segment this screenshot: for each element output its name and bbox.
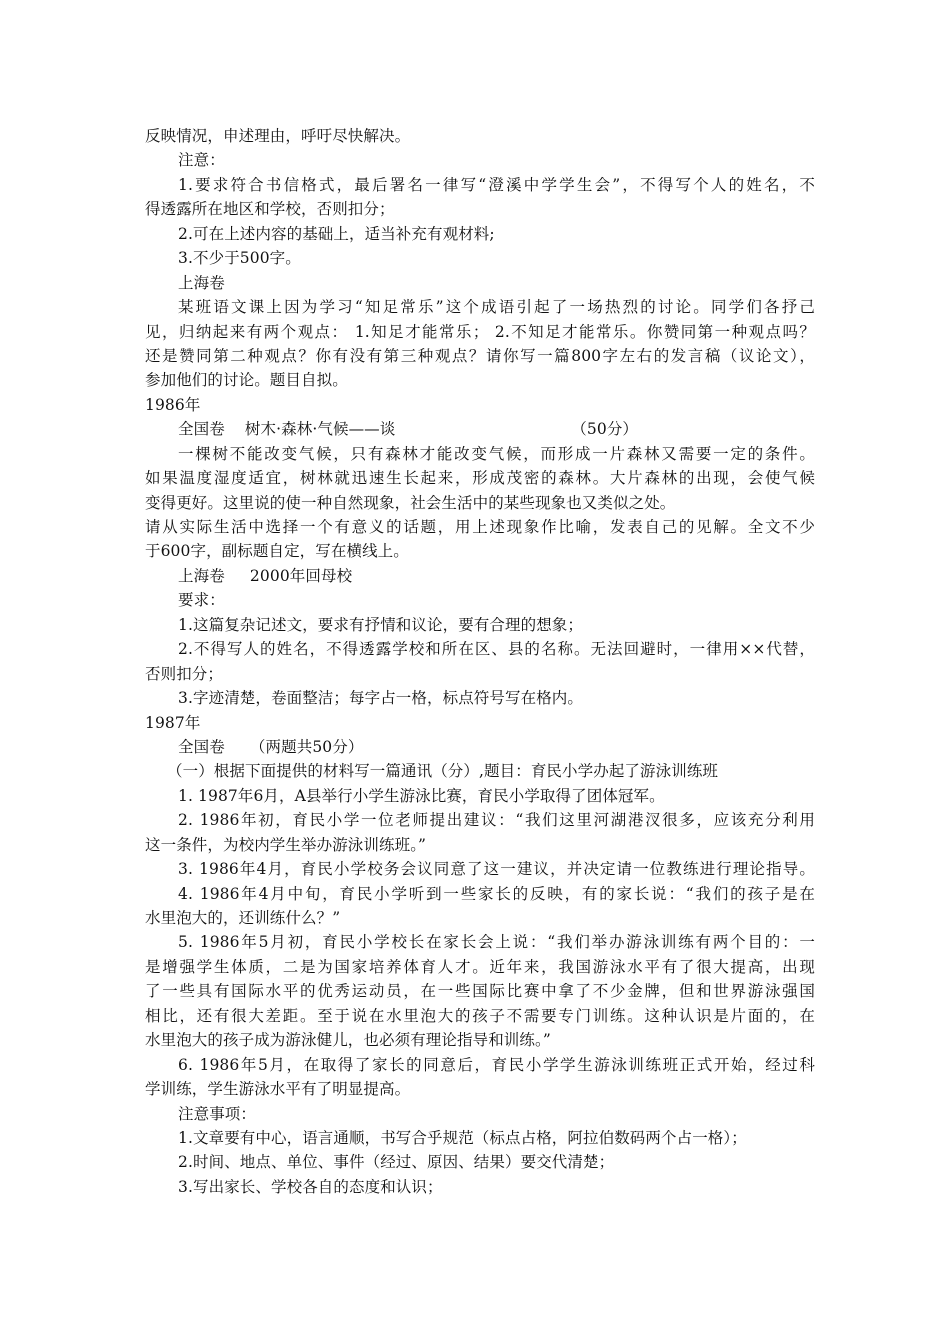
text-line: 于600字，副标题自定，写在横线上。 <box>145 542 409 561</box>
text-line: 1. 1987年6月，A县举行小学生游泳比赛，育民小学取得了团体冠军。 <box>178 786 665 805</box>
text-line: 3.不少于500字。 <box>178 249 301 268</box>
text-line: 水里泡大的，还训练什么？” <box>145 909 341 927</box>
text-line: 3.字迹清楚，卷面整洁；每字占一格，标点符号写在格内。 <box>178 689 583 708</box>
text-line: 相比，还有很大差距。至于说在水里泡大的孩子不需要专门训练。这种认识是片面的，在 <box>145 1006 815 1025</box>
text-line: 2.可在上述内容的基础上，适当补充有观材料; <box>178 224 495 243</box>
text-line: 1.这篇复杂记述文，要求有抒情和议论，要有合理的想象； <box>178 615 583 634</box>
text-line: 学训练，学生游泳水平有了明显提高。 <box>145 1080 411 1099</box>
text-line: 注意事项： <box>178 1104 257 1123</box>
section-heading: 上海卷 <box>178 273 225 292</box>
text-line: 请从实际生活中选择一个有意义的话题，用上述现象作比喻，发表自己的见解。全文不少 <box>145 518 815 536</box>
text-line: 1.要求符合书信格式，最后署名一律写“澄溪中学学生会”，不得写个人的姓名，不 <box>178 175 815 194</box>
text-line: 3.写出家长、学校各自的态度和认识； <box>178 1177 443 1196</box>
text-line: 水里泡大的孩子成为游泳健儿，也必须有理论指导和训练。” <box>145 1031 551 1050</box>
text-line: 一棵树不能改变气候，只有森林才能改变气候，而形成一片森林又需要一定的条件。 <box>178 444 815 463</box>
text-line: 如果温度湿度适宜，树林就迅速生长起来，形成茂密的森林。大片森林的出现，会使气候 <box>145 469 815 488</box>
text-line: 2.不得写人的姓名，不得透露学校和所在区、县的名称。无法回避时，一律用××代替， <box>178 640 815 659</box>
text-line: 变得更好。这里说的使一种自然现象，社会生活中的某些现象也又类似之处。 <box>145 493 676 512</box>
text-line: 见，归纳起来有两个观点： 1.知足才能常乐； 2.不知足才能常乐。你赞同第一种观点吗？ <box>145 322 815 341</box>
year-heading: 1986年 <box>145 395 201 414</box>
text-line: 这一条件，为校内学生举办游泳训练班。” <box>145 835 427 854</box>
text-line: 是增强学生体质，二是为国家培养体育人才。近年来，我国游泳水平有了很大提高，出现 <box>145 957 815 976</box>
text-line: 反映情况，申述理由，呼吁尽快解决。 <box>145 127 411 145</box>
text-line: 否则扣分； <box>145 664 224 683</box>
text-line: 注意： <box>178 151 225 170</box>
year-heading: 1987年 <box>145 713 201 732</box>
text-line: 4. 1986年4月中旬，育民小学听到一些家长的反映，有的家长说：“我们的孩子是在 <box>178 884 815 903</box>
text-line: 参加他们的讨论。题目自拟。 <box>145 371 348 390</box>
text-line: 1.文章要有中心，语言通顺，书写合乎规范（标点占格，阿拉伯数码两个占一格）； <box>178 1128 747 1147</box>
section-heading: 全国卷 （两题共50分） <box>178 737 364 756</box>
text-line: 某班语文课上因为学习“知足常乐”这个成语引起了一场热烈的讨论。同学们各抒己 <box>178 298 815 317</box>
text-line: 得透露所在地区和学校，否则扣分； <box>145 200 395 219</box>
text-line: 2. 1986年初，育民小学一位老师提出建议：“我们这里河湖港汊很多，应该充分利用 <box>178 811 815 830</box>
text-line: 要求： <box>178 591 225 610</box>
section-heading: 全国卷 树木·森林·气候——谈 （50分） <box>178 420 639 439</box>
document-body <box>145 124 815 1199</box>
section-heading: 上海卷 2000年回母校 <box>178 566 353 585</box>
text-line: （一）根据下面提供的材料写一篇通讯（分）,题目：育民小学办起了游泳训练班 <box>167 762 719 781</box>
text-line: 5. 1986年5月初，育民小学校长在家长会上说：“我们举办游泳训练有两个目的：一 <box>178 933 815 952</box>
text-line: 3. 1986年4月，育民小学校务会议同意了这一建议，并决定请一位教练进行理论指导。 <box>178 860 815 879</box>
text-line: 还是赞同第二种观点？你有没有第三种观点？请你写一篇800字左右的发言稿（议论文）， <box>145 346 815 365</box>
text-line: 了一些具有国际水平的优秀运动员，在一些国际比赛中拿了不少金牌，但和世界游泳强国 <box>145 982 815 1001</box>
text-line: 6. 1986年5月，在取得了家长的同意后，育民小学学生游泳训练班正式开始，经过科 <box>178 1055 815 1074</box>
text-line: 2.时间、地点、单位、事件（经过、原因、结果）要交代清楚； <box>178 1153 615 1172</box>
